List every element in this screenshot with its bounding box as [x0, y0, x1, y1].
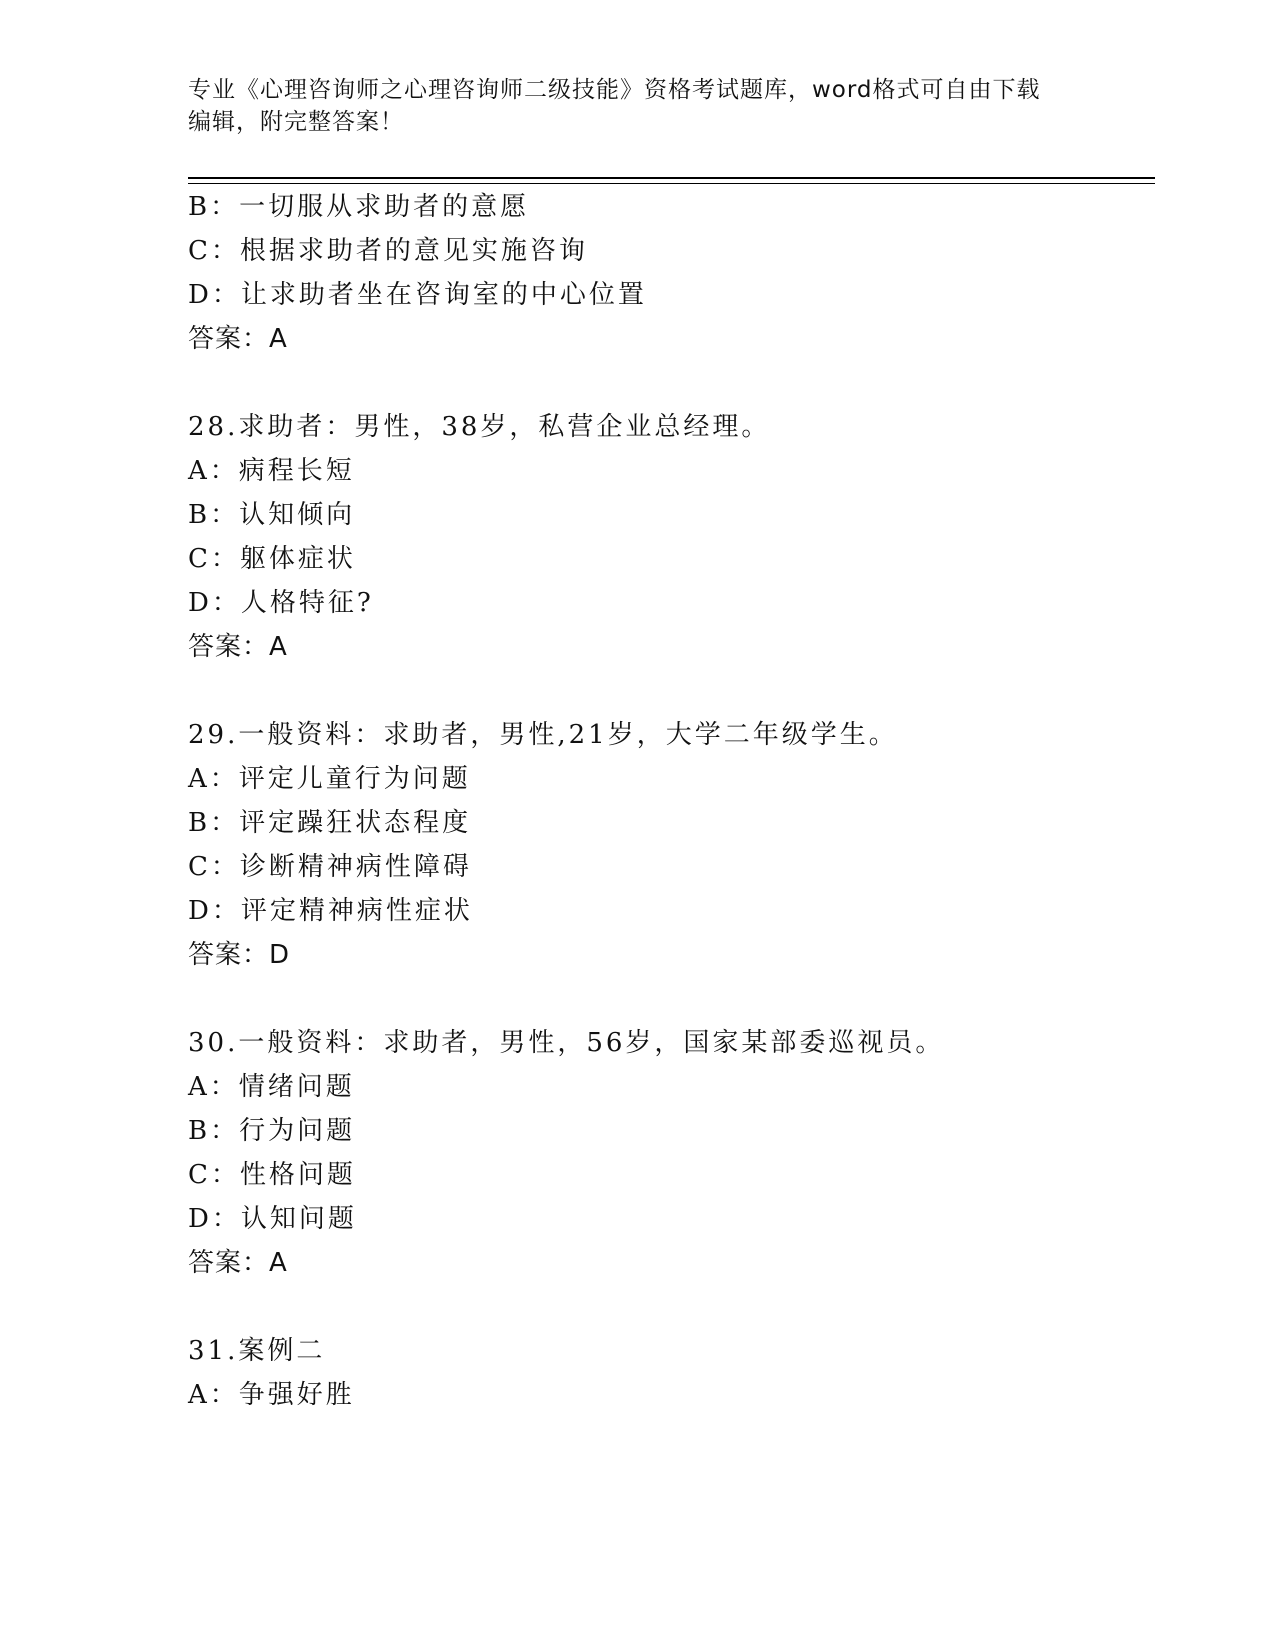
q28-option-d: D：人格特征?	[188, 588, 374, 618]
q28-option-a: A：病程长短	[188, 456, 355, 486]
q28-option-b: B：认知倾向	[188, 500, 356, 530]
q30-option-d: D：认知问题	[188, 1204, 357, 1234]
q28-answer: 答案：A	[188, 632, 288, 662]
q30-option-b: B：行为问题	[188, 1116, 356, 1146]
q29-option-b: B：评定躁狂状态程度	[188, 808, 472, 838]
q30-answer: 答案：A	[188, 1248, 288, 1278]
document-header	[188, 74, 1088, 138]
q29-option-a: A：评定儿童行为问题	[188, 764, 471, 794]
q28-option-c: C：躯体症状	[188, 544, 356, 574]
q31-question: 31.案例二	[188, 1336, 326, 1366]
q30-question: 30.一般资料：求助者，男性，56岁，国家某部委巡视员。	[188, 1028, 945, 1058]
q29-answer: 答案：D	[188, 940, 291, 970]
q29-option-d: D：评定精神病性症状	[188, 896, 473, 926]
prev-option-d: D：让求助者坐在咨询室的中心位置	[188, 280, 647, 310]
q29-option-c: C：诊断精神病性障碍	[188, 852, 472, 882]
prev-option-c: C：根据求助者的意见实施咨询	[188, 236, 588, 266]
header-line-1: 专业《心理咨询师之心理咨询师二级技能》资格考试题库，word格式可自由下载	[188, 77, 1041, 103]
q31-option-a: A：争强好胜	[188, 1380, 355, 1410]
header-line-2: 编辑，附完整答案！	[188, 109, 404, 135]
q29-question: 29.一般资料：求助者，男性,21岁，大学二年级学生。	[188, 720, 898, 750]
q30-option-c: C：性格问题	[188, 1160, 356, 1190]
header-divider-thin	[188, 183, 1155, 184]
q28-question: 28.求助者：男性，38岁，私营企业总经理。	[188, 412, 771, 442]
prev-option-b: B：一切服从求助者的意愿	[188, 192, 530, 222]
q30-option-a: A：情绪问题	[188, 1072, 355, 1102]
header-divider-thick	[188, 177, 1155, 179]
prev-answer: 答案：A	[188, 324, 288, 354]
